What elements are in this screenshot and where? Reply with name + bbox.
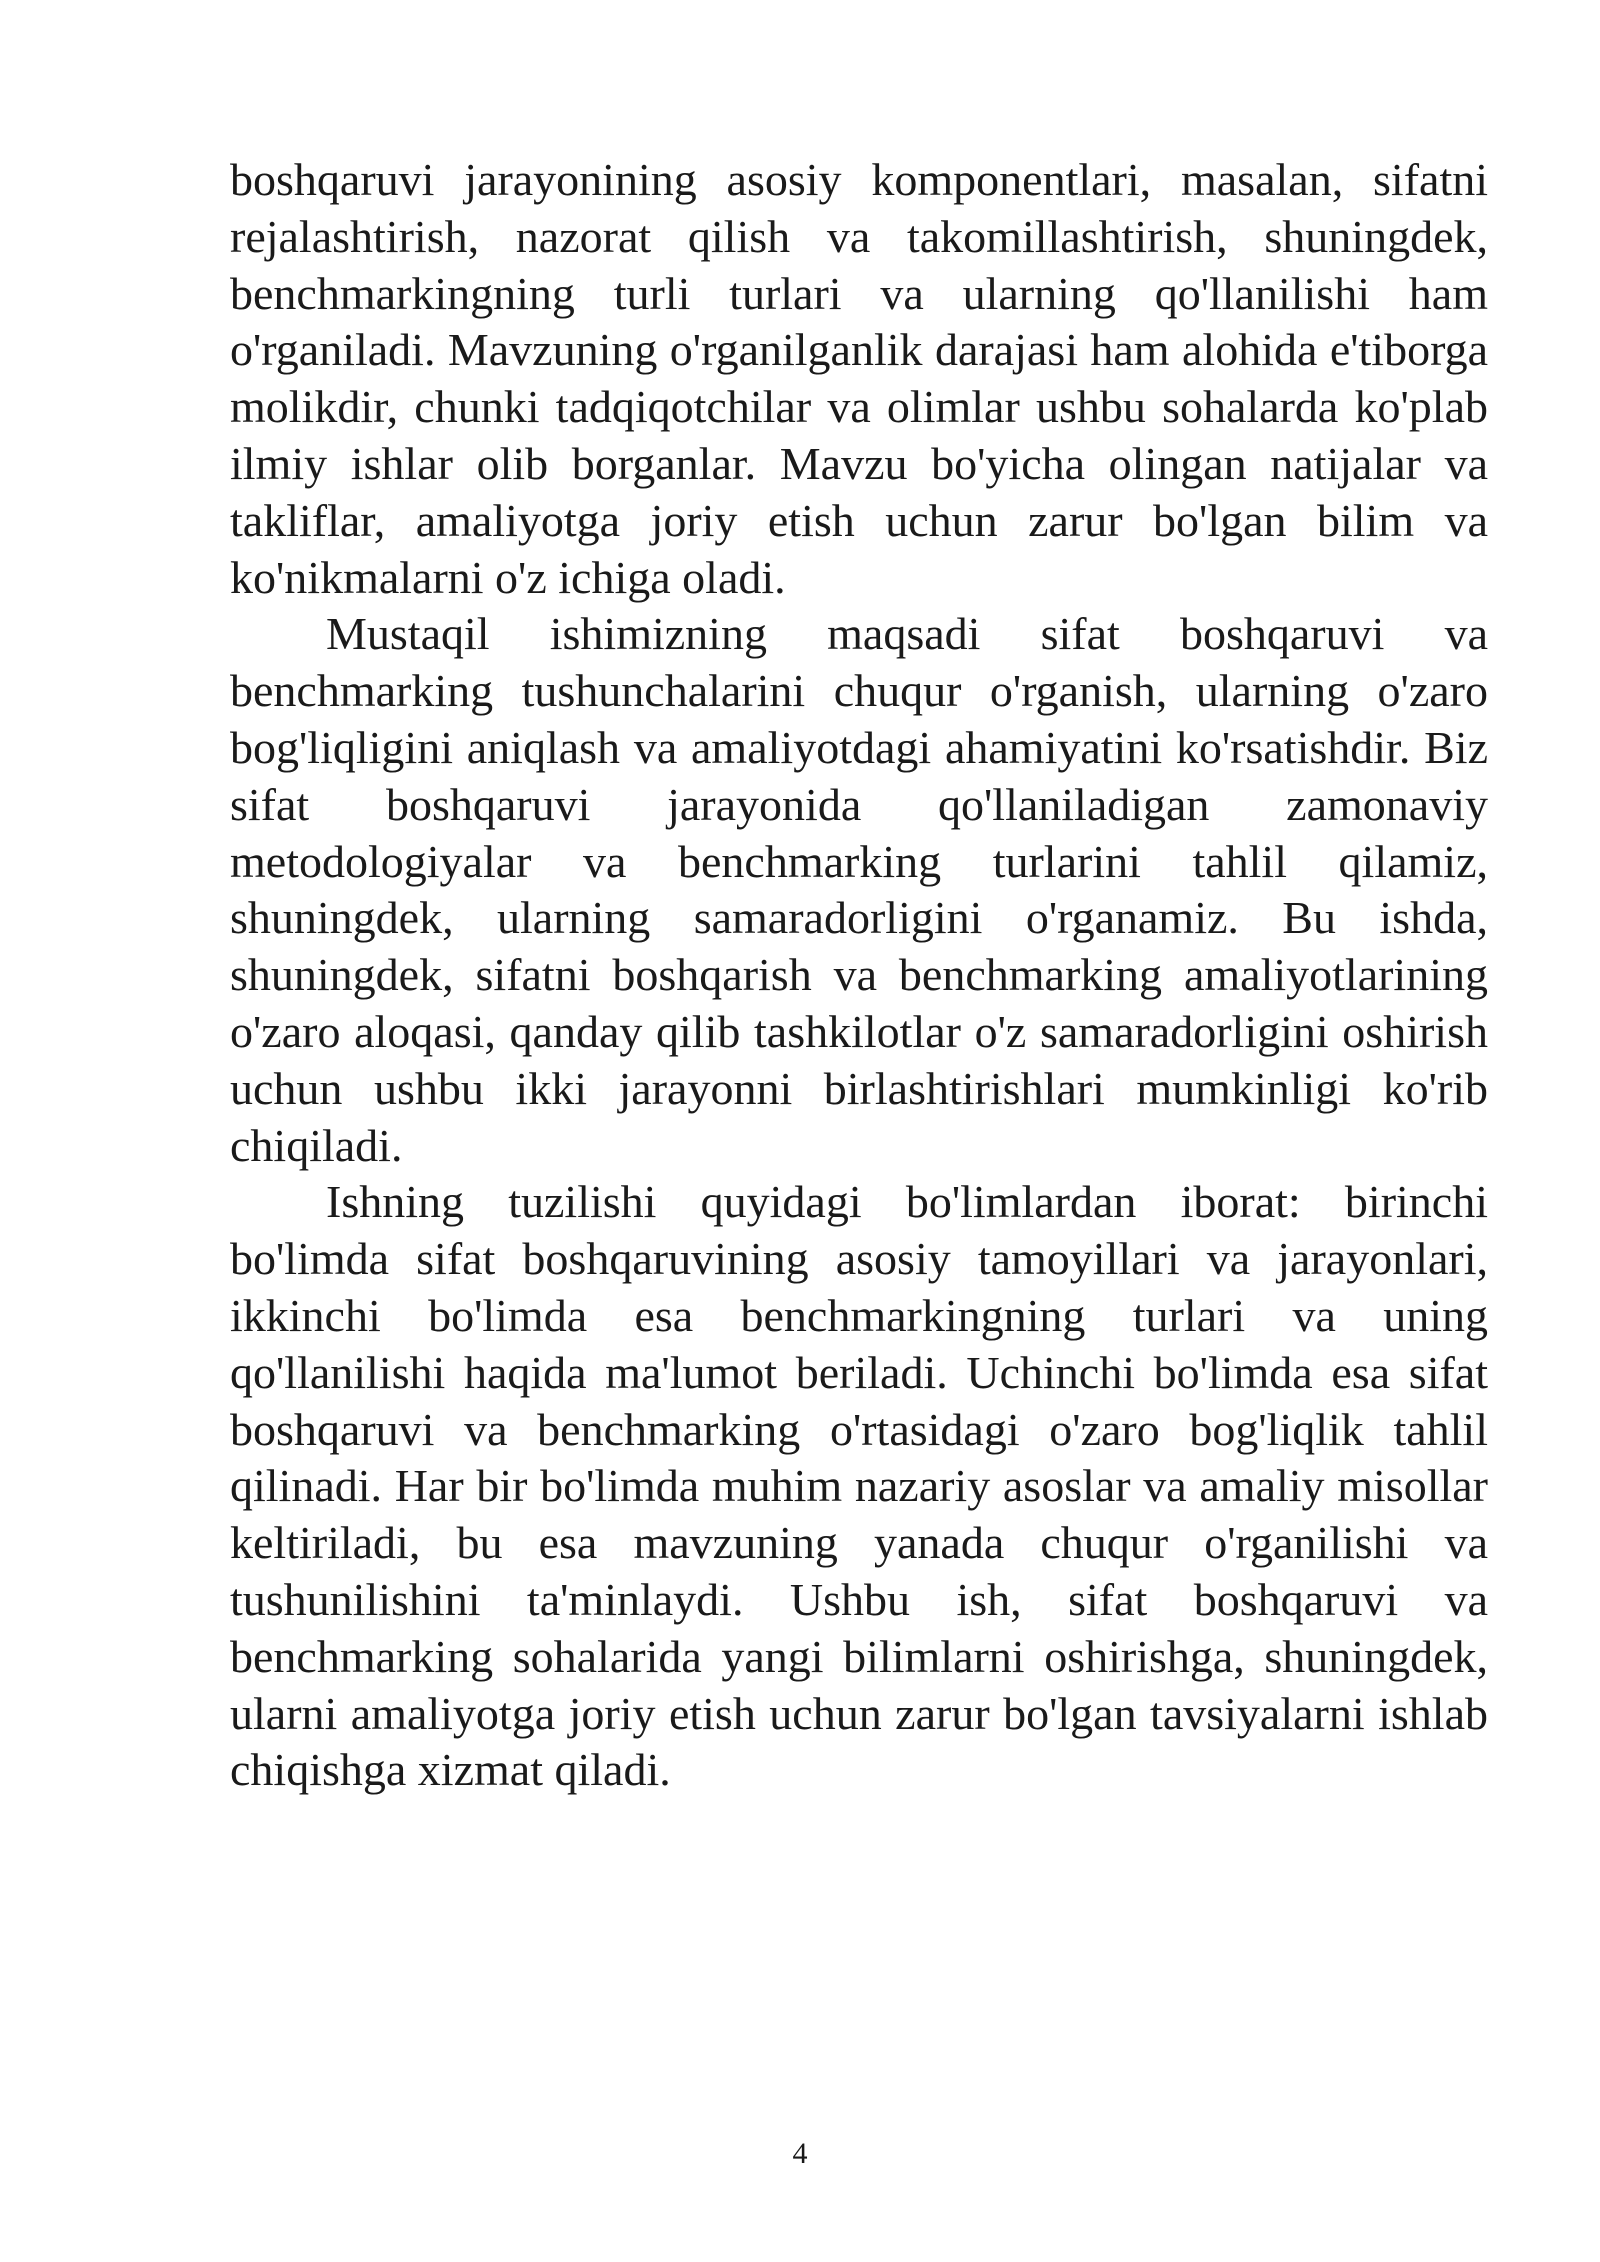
paragraph-goal: Mustaqil ishimizning maqsadi sifat boshqaruvi va benchmarking tushunchalarini chuqur o'rganish, ularning o'zaro bog'liqligini aniqlash va amaliyotdagi ahamiyatini ko'rsatishdir. Biz sifat boshqaruvi jarayonida qo'llaniladigan zamonaviy metodologiyalar va benchmarking turlarini tahlil qilamiz, shuningdek, ularning samaradorligini o'rganamiz. Bu ishda, shuningdek, sifatni boshqarish va benchmarking amaliyotlarining o'zaro aloqasi, qanday qilib tashkilotlar o'z samaradorligini oshirish uchun ushbu ikki jarayonni birlashtirishlari mumkinligi ko'rib chiqiladi. <box>230 608 1488 1171</box>
paragraph-structure: Ishning tuzilishi quyidagi bo'limlardan iborat: birinchi bo'limda sifat boshqaruvining asosiy tamoyillari va jarayonlari, ikkinchi bo'limda esa benchmarkingning turlari va uning qo'llanilishi haqida ma'lumot beriladi. Uchinchi bo'limda esa sifat boshqaruvi va benchmarking o'rtasidagi o'zaro bog'liqlik tahlil qilinadi. Har bir bo'limda muhim nazariy asoslar va amaliy misollar keltiriladi, bu esa mavzuning yanada chuqur o'rganilishi va tushunilishini ta'minlaydi. Ushbu ish, sifat boshqaruvi va benchmarking sohalarida yangi bilimlarni oshirishga, shuningdek, ularni amaliyotga joriy etish uchun zarur bo'lgan tavsiyalarni ishlab chiqishga xizmat qiladi. <box>230 1176 1488 1796</box>
paragraph-continued: boshqaruvi jarayonining asosiy komponentlari, masalan, sifatni rejalashtirish, nazorat qilish va takomillashtirish, shuningdek, benchmarkingning turli turlari va ularning qo'llanilishi ham o'rganiladi. Mavzuning o'rganilganlik darajasi ham alohida e'tiborga molikdir, chunki tadqiqotchilar va olimlar ushbu sohalarda ko'plab ilmiy ishlar olib borganlar. Mavzu bo'yicha olingan natijalar va takliflar, amaliyotga joriy etish uchun zarur bo'lgan bilim va ko'nikmalarni o'z ichiga oladi. <box>230 154 1488 603</box>
body-text <box>230 152 1488 1799</box>
page-number: 4 <box>792 2137 808 2170</box>
